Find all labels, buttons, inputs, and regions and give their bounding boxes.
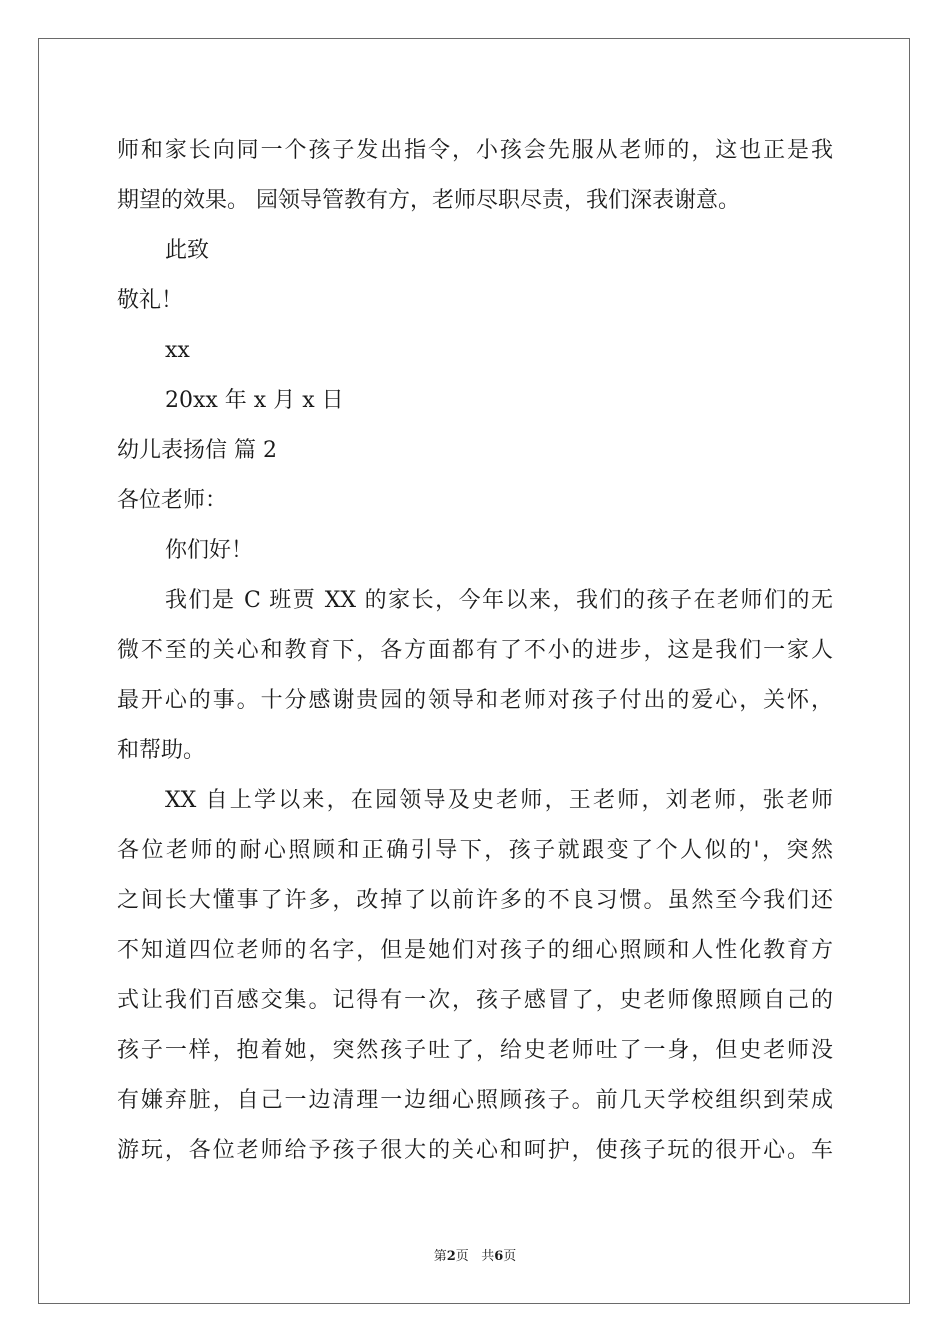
paragraph-line: 游玩，各位老师给予孩子很大的关心和呵护，使孩子玩的很开心。车 bbox=[117, 1138, 833, 1163]
paragraph-line: 有嫌弃脏，自己一边清理一边细心照顾孩子。前几天学校组织到荣成 bbox=[117, 1088, 833, 1113]
letter-greeting: 你们好！ bbox=[165, 538, 254, 563]
paragraph-line: 微不至的关心和教育下，各方面都有了不小的进步，这是我们一家人 bbox=[117, 638, 833, 663]
paragraph-line: 和帮助。 bbox=[117, 738, 206, 763]
paragraph-line: 式让我们百感交集。记得有一次，孩子感冒了，史老师像照顾自己的 bbox=[117, 988, 833, 1013]
document-body bbox=[117, 126, 833, 1176]
page-label: 页 bbox=[455, 1249, 469, 1264]
total-label: 页 bbox=[503, 1249, 517, 1264]
section-heading: 幼儿表扬信 篇 2 bbox=[117, 438, 277, 463]
paragraph-line: 各位老师的耐心照顾和正确引导下，孩子就跟变了个人似的'，突然 bbox=[117, 838, 833, 863]
paragraph-line: 我们是 C 班贾 XX 的家长，今年以来，我们的孩子在老师们的无 bbox=[165, 588, 833, 613]
paragraph-line: 期望的效果。 园领导管教有方，老师尽职尽责，我们深表谢意。 bbox=[117, 188, 740, 213]
closing-regards: 敬礼！ bbox=[117, 288, 184, 313]
paragraph-line: 之间长大懂事了许多，改掉了以前许多的不良习惯。虽然至今我们还 bbox=[117, 888, 833, 913]
paragraph-line: 师和家长向同一个孩子发出指令，小孩会先服从老师的，这也正是我 bbox=[117, 138, 833, 163]
signature-date: 20xx 年 x 月 x 日 bbox=[165, 388, 344, 413]
paragraph-line: 不知道四位老师的名字，但是她们对孩子的细心照顾和人性化教育方 bbox=[117, 938, 833, 963]
signature-name: xx bbox=[165, 338, 190, 363]
paragraph-line: 最开心的事。十分感谢贵园的领导和老师对孩子付出的爱心，关怀， bbox=[117, 688, 833, 713]
page-prefix: 第 bbox=[433, 1249, 447, 1264]
paragraph-line: 孩子一样，抱着她，突然孩子吐了，给史老师吐了一身，但史老师没 bbox=[117, 1038, 833, 1063]
letter-addressee: 各位老师： bbox=[117, 488, 228, 513]
total-prefix: 共 bbox=[481, 1249, 495, 1264]
closing-salutation: 此致 bbox=[165, 238, 210, 263]
page-current-number: 2 bbox=[446, 1249, 456, 1264]
page-total-number: 6 bbox=[494, 1249, 504, 1264]
page-footer bbox=[0, 1245, 950, 1264]
paragraph-line: XX 自上学以来，在园领导及史老师，王老师，刘老师，张老师 bbox=[165, 788, 833, 813]
